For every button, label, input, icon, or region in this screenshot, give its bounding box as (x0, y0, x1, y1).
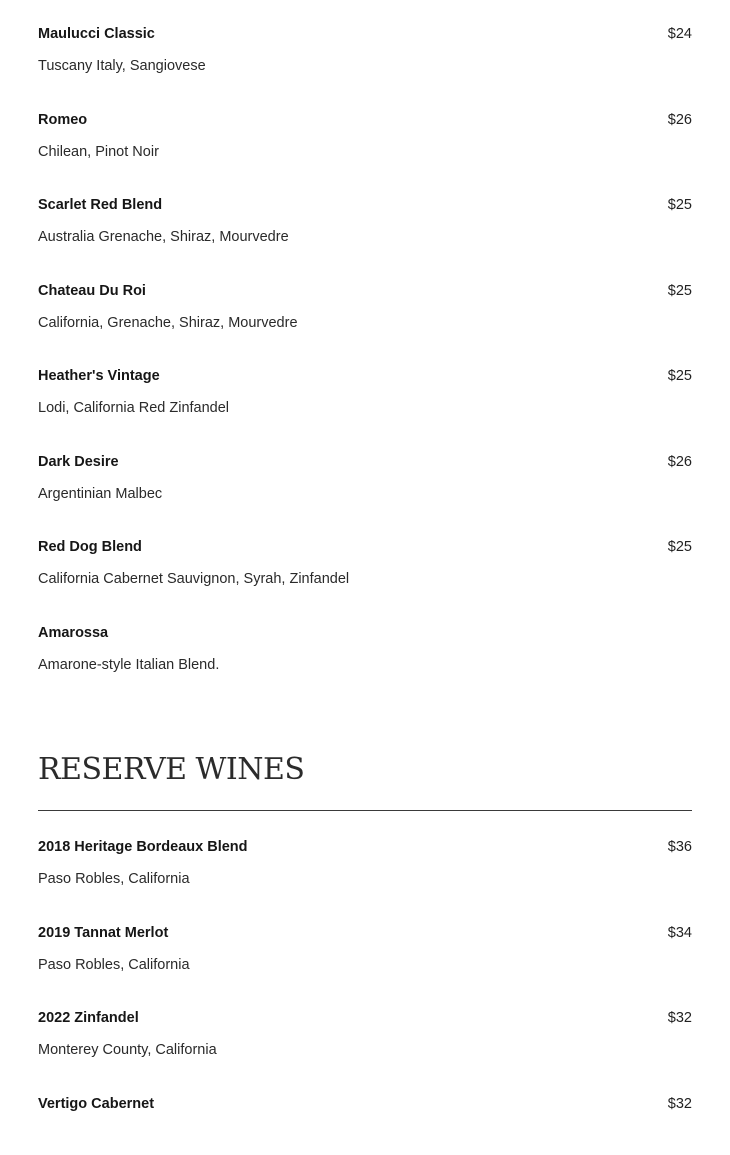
wine-description: Paso Robles, California (38, 956, 190, 974)
wine-description: Paso Robles, California (38, 870, 190, 888)
wine-name: 2019 Tannat Merlot (38, 924, 168, 942)
reserve-wine-list (38, 813, 692, 1155)
wine-description: Tuscany Italy, Sangiovese (38, 57, 206, 75)
wine-item-amarossa (38, 599, 692, 685)
wine-item-red-dog-blend (38, 513, 692, 599)
wine-price: $25 (668, 282, 692, 300)
wine-name: Scarlet Red Blend (38, 196, 162, 214)
wine-price: $26 (668, 453, 692, 471)
wine-item-dark-desire (38, 428, 692, 514)
wine-item-2018-heritage-bordeaux-blend (38, 813, 692, 899)
wine-item-scarlet-red-blend (38, 171, 692, 257)
wine-name: Red Dog Blend (38, 538, 142, 556)
wine-name: Chateau Du Roi (38, 282, 146, 300)
wine-description: California, Grenache, Shiraz, Mourvedre (38, 314, 298, 332)
wine-description: Monterey County, California (38, 1041, 217, 1059)
section-divider (38, 810, 692, 811)
wine-price: $32 (668, 1095, 692, 1113)
wine-name: Amarossa (38, 624, 108, 642)
wine-name: 2022 Zinfandel (38, 1009, 139, 1027)
wine-description: Australia Grenache, Shiraz, Mourvedre (38, 228, 289, 246)
wine-description: Amarone-style Italian Blend. (38, 656, 219, 674)
wine-description: Chilean, Pinot Noir (38, 143, 159, 161)
wine-price: $26 (668, 111, 692, 129)
wine-price: $25 (668, 196, 692, 214)
wine-description: Argentinian Malbec (38, 485, 162, 503)
wine-price: $25 (668, 538, 692, 556)
wine-name: Vertigo Cabernet (38, 1095, 154, 1113)
wine-item-chateau-du-roi (38, 257, 692, 343)
wine-name: Dark Desire (38, 453, 119, 471)
wine-item-romeo (38, 86, 692, 172)
wine-price: $32 (668, 1009, 692, 1027)
wine-name: Romeo (38, 111, 87, 129)
wine-price: $25 (668, 367, 692, 385)
wine-name: 2018 Heritage Bordeaux Blend (38, 838, 248, 856)
wine-list (38, 0, 692, 684)
wine-price: $24 (668, 25, 692, 43)
wine-price: $34 (668, 924, 692, 942)
wine-description: Lodi, California Red Zinfandel (38, 399, 229, 417)
wine-item-2022-zinfandel (38, 984, 692, 1070)
wine-name: Heather's Vintage (38, 367, 160, 385)
wine-description: California Cabernet Sauvignon, Syrah, Zinfandel (38, 570, 349, 588)
wine-item-2019-tannat-merlot (38, 899, 692, 985)
wine-item-heathers-vintage (38, 342, 692, 428)
wine-price: $36 (668, 838, 692, 856)
reserve-wines-heading: RESERVE WINES (38, 748, 304, 792)
wine-item-maulucci-classic (38, 0, 692, 86)
wine-item-vertigo-cabernet (38, 1070, 692, 1155)
wine-name: Maulucci Classic (38, 25, 155, 43)
